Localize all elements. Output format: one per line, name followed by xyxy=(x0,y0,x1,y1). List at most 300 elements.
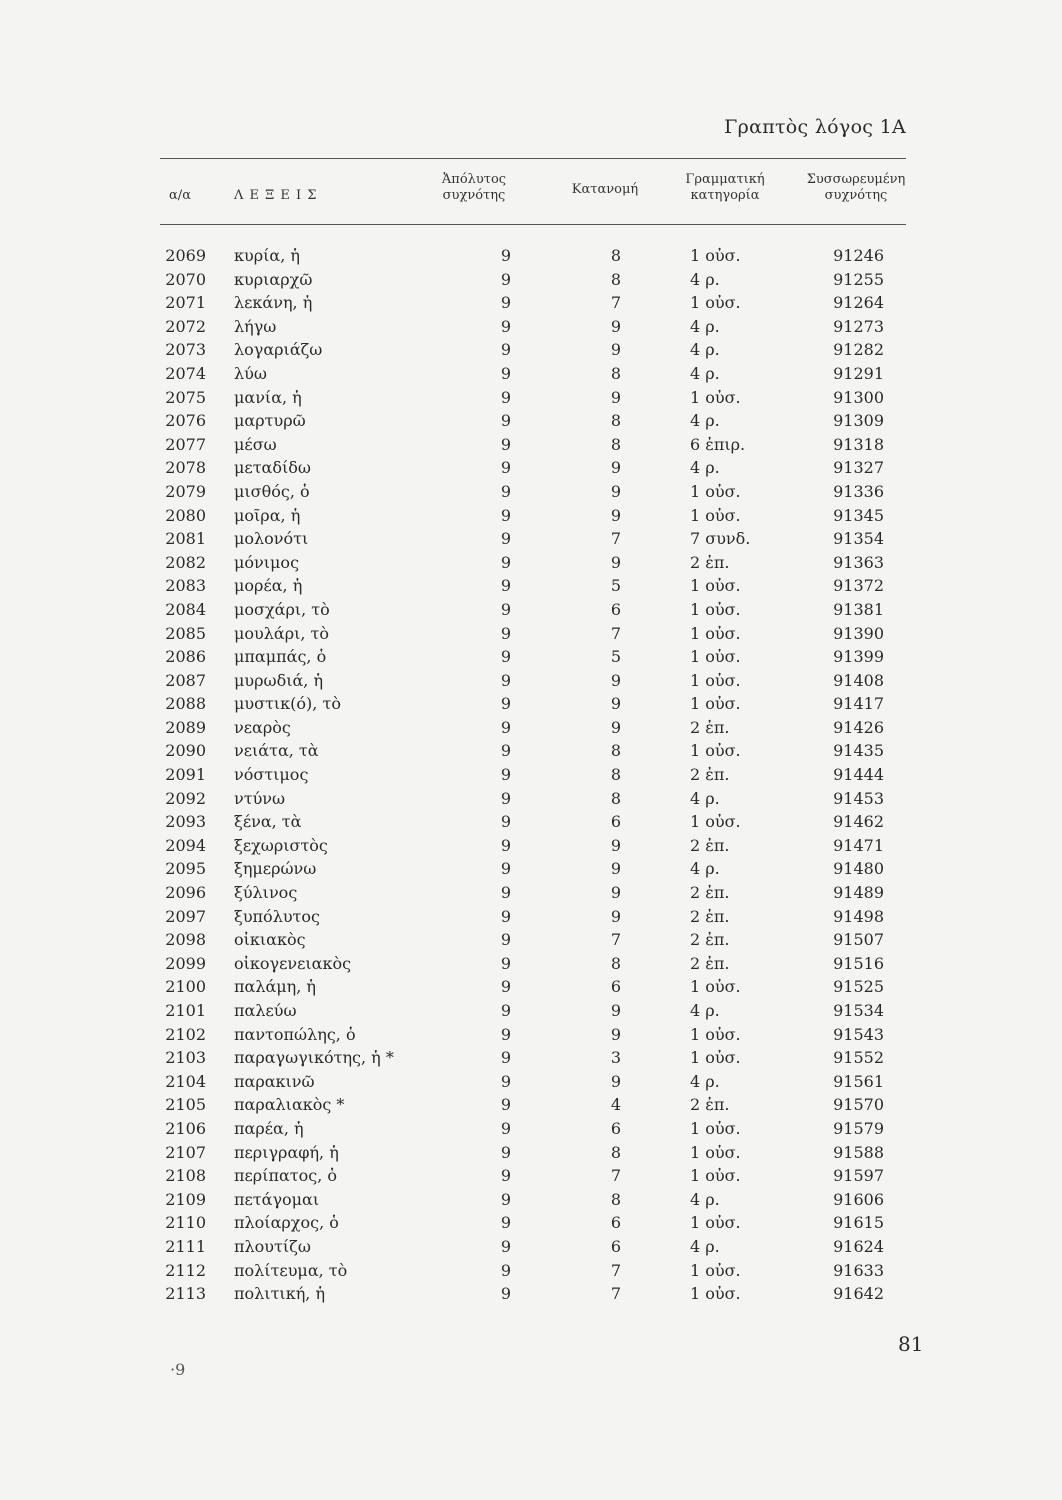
table-row xyxy=(0,692,1062,716)
row-distribution: 9 xyxy=(610,835,622,855)
row-abs-frequency: 9 xyxy=(500,387,512,407)
row-abs-frequency: 9 xyxy=(500,1024,512,1044)
row-distribution: 9 xyxy=(610,717,622,737)
row-word: πολίτευμα, τὸ xyxy=(234,1260,348,1280)
row-category: 6 ἐπιρ. xyxy=(690,434,746,454)
table-row xyxy=(0,598,1062,622)
row-cumulative: 91579 xyxy=(833,1118,884,1138)
row-abs-frequency: 9 xyxy=(500,647,512,667)
row-abs-frequency: 9 xyxy=(500,576,512,596)
row-word: παραγωγικότης, ἡ * xyxy=(234,1048,394,1068)
table-row xyxy=(0,669,1062,693)
row-category: 4 ρ. xyxy=(690,1236,720,1256)
row-abs-frequency: 9 xyxy=(500,434,512,454)
row-cumulative: 91489 xyxy=(833,883,884,903)
table-row xyxy=(0,1023,1062,1047)
row-index: 2104 xyxy=(165,1071,206,1091)
row-word: μυστικ(ό), τὸ xyxy=(234,694,341,714)
row-distribution: 6 xyxy=(610,599,622,619)
row-word: παλάμη, ἡ xyxy=(234,977,317,997)
table-row xyxy=(0,716,1062,740)
row-word: ξεχωριστὸς xyxy=(234,835,328,855)
row-category: 1 οὐσ. xyxy=(690,1284,741,1304)
row-distribution: 7 xyxy=(610,1166,622,1186)
row-abs-frequency: 9 xyxy=(500,930,512,950)
row-word: μπαμπάς, ὁ xyxy=(234,647,327,667)
row-category: 4 ρ. xyxy=(690,458,720,478)
row-cumulative: 91426 xyxy=(833,717,884,737)
row-category: 1 οὐσ. xyxy=(690,387,741,407)
table-row xyxy=(0,551,1062,575)
row-cumulative: 91516 xyxy=(833,953,884,973)
row-word: κυριαρχῶ xyxy=(234,269,313,289)
row-distribution: 7 xyxy=(610,930,622,950)
row-category: 2 ἐπ. xyxy=(690,552,730,572)
row-index: 2077 xyxy=(165,434,206,454)
row-index: 2102 xyxy=(165,1024,206,1044)
row-abs-frequency: 9 xyxy=(500,717,512,737)
row-category: 2 ἐπ. xyxy=(690,1095,730,1115)
row-distribution: 9 xyxy=(610,552,622,572)
row-distribution: 9 xyxy=(610,316,622,336)
table-row xyxy=(0,975,1062,999)
row-word: παρέα, ἡ xyxy=(234,1118,304,1138)
row-distribution: 9 xyxy=(610,906,622,926)
row-cumulative: 91597 xyxy=(833,1166,884,1186)
table-row xyxy=(0,433,1062,457)
row-word: μοῖρα, ἡ xyxy=(234,505,301,525)
table-row xyxy=(0,1070,1062,1094)
table-row xyxy=(0,881,1062,905)
row-category: 2 ἐπ. xyxy=(690,953,730,973)
row-word: νεαρὸς xyxy=(234,717,291,737)
row-abs-frequency: 9 xyxy=(500,411,512,431)
row-category: 1 οὐσ. xyxy=(690,623,741,643)
row-word: μορέα, ἡ xyxy=(234,576,303,596)
row-word: πλουτίζω xyxy=(234,1236,311,1256)
row-category: 4 ρ. xyxy=(690,1071,720,1091)
row-word: παρακινῶ xyxy=(234,1071,315,1091)
printer-signature: ·9 xyxy=(170,1360,186,1379)
column-header-category xyxy=(670,172,780,204)
row-distribution: 8 xyxy=(610,363,622,383)
table-row xyxy=(0,1141,1062,1165)
row-distribution: 9 xyxy=(610,1071,622,1091)
row-cumulative: 91615 xyxy=(833,1213,884,1233)
row-category: 1 οὐσ. xyxy=(690,1213,741,1233)
column-header-abs-frequency xyxy=(424,172,524,204)
row-abs-frequency: 9 xyxy=(500,623,512,643)
row-index: 2080 xyxy=(165,505,206,525)
row-abs-frequency: 9 xyxy=(500,977,512,997)
row-index: 2083 xyxy=(165,576,206,596)
row-word: μεταδίδω xyxy=(234,458,311,478)
row-abs-frequency: 9 xyxy=(500,1071,512,1091)
table-row xyxy=(0,409,1062,433)
row-abs-frequency: 9 xyxy=(500,1142,512,1162)
row-abs-frequency: 9 xyxy=(500,481,512,501)
table-row xyxy=(0,787,1062,811)
row-index: 2100 xyxy=(165,977,206,997)
row-category: 2 ἐπ. xyxy=(690,883,730,903)
row-index: 2093 xyxy=(165,812,206,832)
row-cumulative: 91444 xyxy=(833,765,884,785)
row-category: 4 ρ. xyxy=(690,316,720,336)
row-cumulative: 91246 xyxy=(833,246,884,265)
row-abs-frequency: 9 xyxy=(500,529,512,549)
row-distribution: 8 xyxy=(610,411,622,431)
row-abs-frequency: 9 xyxy=(500,883,512,903)
row-cumulative: 91345 xyxy=(833,505,884,525)
row-index: 2113 xyxy=(165,1284,206,1304)
row-distribution: 5 xyxy=(610,576,622,596)
row-cumulative: 91507 xyxy=(833,930,884,950)
row-cumulative: 91318 xyxy=(833,434,884,454)
column-header-index: α/α xyxy=(169,188,191,203)
row-cumulative: 91408 xyxy=(833,670,884,690)
row-distribution: 6 xyxy=(610,1118,622,1138)
table-row xyxy=(0,480,1062,504)
row-index: 2074 xyxy=(165,363,206,383)
page-header: Γραπτὸς λόγος 1Α xyxy=(724,116,906,138)
row-category: 1 οὐσ. xyxy=(690,1166,741,1186)
row-word: ξύλινος xyxy=(234,883,298,903)
row-cumulative: 91327 xyxy=(833,458,884,478)
row-index: 2082 xyxy=(165,552,206,572)
row-abs-frequency: 9 xyxy=(500,953,512,973)
row-category: 1 οὐσ. xyxy=(690,1048,741,1068)
table-row xyxy=(0,1164,1062,1188)
row-cumulative: 91588 xyxy=(833,1142,884,1162)
row-cumulative: 91534 xyxy=(833,1001,884,1020)
row-word: πολιτική, ἡ xyxy=(234,1284,326,1304)
row-word: παλεύω xyxy=(234,1001,297,1020)
row-cumulative: 91552 xyxy=(833,1048,884,1068)
row-word: λήγω xyxy=(234,316,277,336)
row-index: 2072 xyxy=(165,316,206,336)
row-abs-frequency: 9 xyxy=(500,458,512,478)
row-word: πετάγομαι xyxy=(234,1189,320,1209)
row-index: 2079 xyxy=(165,481,206,501)
table-row xyxy=(0,739,1062,763)
row-index: 2078 xyxy=(165,458,206,478)
row-abs-frequency: 9 xyxy=(500,316,512,336)
row-abs-frequency: 9 xyxy=(500,1260,512,1280)
row-word: λογαριάζω xyxy=(234,340,323,360)
row-distribution: 9 xyxy=(610,387,622,407)
row-index: 2071 xyxy=(165,293,206,313)
row-distribution: 9 xyxy=(610,458,622,478)
table-row xyxy=(0,928,1062,952)
row-cumulative: 91354 xyxy=(833,529,884,549)
table-row xyxy=(0,834,1062,858)
column-header-cumulative-line2: συχνότης xyxy=(824,188,888,203)
row-abs-frequency: 9 xyxy=(500,670,512,690)
row-category: 1 οὐσ. xyxy=(690,977,741,997)
row-word: πλοίαρχος, ὁ xyxy=(234,1213,339,1233)
row-cumulative: 91480 xyxy=(833,859,884,879)
table-row xyxy=(0,1282,1062,1306)
row-index: 2085 xyxy=(165,623,206,643)
row-word: μαρτυρῶ xyxy=(234,411,306,431)
page-number: 81 xyxy=(898,1332,924,1356)
table-row xyxy=(0,362,1062,386)
row-abs-frequency: 9 xyxy=(500,552,512,572)
row-category: 2 ἐπ. xyxy=(690,717,730,737)
row-abs-frequency: 9 xyxy=(500,1166,512,1186)
table-row xyxy=(0,1046,1062,1070)
row-cumulative: 91417 xyxy=(833,694,884,714)
row-index: 2073 xyxy=(165,340,206,360)
row-category: 1 οὐσ. xyxy=(690,599,741,619)
row-word: μολονότι xyxy=(234,529,309,549)
row-category: 4 ρ. xyxy=(690,1189,720,1209)
row-abs-frequency: 9 xyxy=(500,269,512,289)
row-cumulative: 91264 xyxy=(833,293,884,313)
row-index: 2099 xyxy=(165,953,206,973)
table-row xyxy=(0,810,1062,834)
row-word: νόστιμος xyxy=(234,765,309,785)
table-row xyxy=(0,386,1062,410)
row-category: 4 ρ. xyxy=(690,363,720,383)
row-category: 1 οὐσ. xyxy=(690,647,741,667)
row-category: 1 οὐσ. xyxy=(690,246,741,265)
table-row xyxy=(0,291,1062,315)
row-distribution: 8 xyxy=(610,953,622,973)
row-word: περιγραφή, ἡ xyxy=(234,1142,339,1162)
row-cumulative: 91570 xyxy=(833,1095,884,1115)
table-row xyxy=(0,857,1062,881)
row-category: 1 οὐσ. xyxy=(690,694,741,714)
row-distribution: 6 xyxy=(610,812,622,832)
row-abs-frequency: 9 xyxy=(500,1284,512,1304)
row-distribution: 9 xyxy=(610,1001,622,1020)
row-word: ξυπόλυτος xyxy=(234,906,320,926)
row-word: μουλάρι, τὸ xyxy=(234,623,330,643)
row-distribution: 7 xyxy=(610,529,622,549)
row-word: μοσχάρι, τὸ xyxy=(234,599,330,619)
row-distribution: 4 xyxy=(610,1095,622,1115)
row-index: 2091 xyxy=(165,765,206,785)
column-header-abs-frequency-line2: συχνότης xyxy=(442,188,506,203)
row-distribution: 8 xyxy=(610,788,622,808)
row-distribution: 9 xyxy=(610,340,622,360)
row-category: 1 οὐσ. xyxy=(690,1118,741,1138)
row-distribution: 8 xyxy=(610,765,622,785)
row-distribution: 9 xyxy=(610,883,622,903)
row-cumulative: 91633 xyxy=(833,1260,884,1280)
row-index: 2101 xyxy=(165,1001,206,1020)
row-distribution: 8 xyxy=(610,434,622,454)
column-header-category-line1: Γραμματική xyxy=(685,172,765,187)
row-abs-frequency: 9 xyxy=(500,788,512,808)
row-cumulative: 91372 xyxy=(833,576,884,596)
table-row xyxy=(0,315,1062,339)
row-word: μόνιμος xyxy=(234,552,300,572)
row-index: 2107 xyxy=(165,1142,206,1162)
row-category: 7 συνδ. xyxy=(690,529,751,549)
row-word: μέσω xyxy=(234,434,277,454)
row-category: 4 ρ. xyxy=(690,1001,720,1020)
row-abs-frequency: 9 xyxy=(500,741,512,761)
table-row xyxy=(0,645,1062,669)
table-row xyxy=(0,999,1062,1023)
column-header-cumulative-line1: Συσσωρευμένη xyxy=(806,172,906,187)
row-index: 2076 xyxy=(165,411,206,431)
row-cumulative: 91462 xyxy=(833,812,884,832)
row-distribution: 8 xyxy=(610,1142,622,1162)
row-distribution: 6 xyxy=(610,1236,622,1256)
row-category: 4 ρ. xyxy=(690,411,720,431)
row-index: 2105 xyxy=(165,1095,206,1115)
row-cumulative: 91606 xyxy=(833,1189,884,1209)
row-category: 2 ἐπ. xyxy=(690,906,730,926)
row-abs-frequency: 9 xyxy=(500,505,512,525)
row-cumulative: 91453 xyxy=(833,788,884,808)
row-index: 2088 xyxy=(165,694,206,714)
row-distribution: 8 xyxy=(610,741,622,761)
table-row xyxy=(0,338,1062,362)
row-category: 1 οὐσ. xyxy=(690,505,741,525)
row-word: μανία, ἡ xyxy=(234,387,302,407)
row-index: 2103 xyxy=(165,1048,206,1068)
row-abs-frequency: 9 xyxy=(500,906,512,926)
row-word: ξένα, τὰ xyxy=(234,812,302,832)
row-category: 4 ρ. xyxy=(690,269,720,289)
table-row xyxy=(0,1188,1062,1212)
row-cumulative: 91381 xyxy=(833,599,884,619)
row-index: 2106 xyxy=(165,1118,206,1138)
row-index: 2070 xyxy=(165,269,206,289)
row-word: παραλιακὸς * xyxy=(234,1095,345,1115)
row-word: οἰκιακὸς xyxy=(234,930,306,950)
row-distribution: 9 xyxy=(610,481,622,501)
row-category: 4 ρ. xyxy=(690,340,720,360)
row-index: 2094 xyxy=(165,835,206,855)
row-abs-frequency: 9 xyxy=(500,1001,512,1020)
row-category: 2 ἐπ. xyxy=(690,765,730,785)
row-cumulative: 91525 xyxy=(833,977,884,997)
row-cumulative: 91435 xyxy=(833,741,884,761)
row-word: μισθός, ὁ xyxy=(234,481,310,501)
row-cumulative: 91309 xyxy=(833,411,884,431)
row-abs-frequency: 9 xyxy=(500,1236,512,1256)
row-abs-frequency: 9 xyxy=(500,293,512,313)
table-row xyxy=(0,268,1062,292)
row-index: 2090 xyxy=(165,741,206,761)
row-index: 2089 xyxy=(165,717,206,737)
row-distribution: 9 xyxy=(610,1024,622,1044)
row-index: 2096 xyxy=(165,883,206,903)
row-abs-frequency: 9 xyxy=(500,765,512,785)
row-cumulative: 91399 xyxy=(833,647,884,667)
row-category: 1 οὐσ. xyxy=(690,741,741,761)
row-distribution: 6 xyxy=(610,1213,622,1233)
row-category: 4 ρ. xyxy=(690,859,720,879)
row-index: 2075 xyxy=(165,387,206,407)
row-distribution: 5 xyxy=(610,647,622,667)
table-row xyxy=(0,1259,1062,1283)
row-word: ντύνω xyxy=(234,788,286,808)
row-distribution: 9 xyxy=(610,670,622,690)
row-index: 2110 xyxy=(165,1213,206,1233)
row-category: 1 οὐσ. xyxy=(690,481,741,501)
row-category: 1 οὐσ. xyxy=(690,670,741,690)
row-word: περίπατος, ὁ xyxy=(234,1166,338,1186)
row-cumulative: 91624 xyxy=(833,1236,884,1256)
table-row xyxy=(0,1235,1062,1259)
row-index: 2087 xyxy=(165,670,206,690)
table-row xyxy=(0,1211,1062,1235)
row-cumulative: 91291 xyxy=(833,363,884,383)
row-distribution: 7 xyxy=(610,1284,622,1304)
row-cumulative: 91543 xyxy=(833,1024,884,1044)
row-cumulative: 91390 xyxy=(833,623,884,643)
row-word: λύω xyxy=(234,363,267,383)
row-index: 2111 xyxy=(165,1236,206,1256)
table-row xyxy=(0,244,1062,268)
header-rule-top xyxy=(160,158,906,159)
row-word: νειάτα, τὰ xyxy=(234,741,319,761)
row-abs-frequency: 9 xyxy=(500,363,512,383)
column-header-abs-frequency-line1: Ἀπόλυτος xyxy=(441,172,507,187)
row-cumulative: 91498 xyxy=(833,906,884,926)
row-category: 1 οὐσ. xyxy=(690,812,741,832)
row-distribution: 7 xyxy=(610,293,622,313)
table-row xyxy=(0,527,1062,551)
row-abs-frequency: 9 xyxy=(500,835,512,855)
row-word: ξημερώνω xyxy=(234,859,317,879)
table-row xyxy=(0,456,1062,480)
row-category: 2 ἐπ. xyxy=(690,930,730,950)
row-word: κυρία, ἡ xyxy=(234,246,300,265)
table-row xyxy=(0,952,1062,976)
row-category: 4 ρ. xyxy=(690,788,720,808)
row-abs-frequency: 9 xyxy=(500,599,512,619)
row-distribution: 6 xyxy=(610,977,622,997)
row-abs-frequency: 9 xyxy=(500,812,512,832)
row-index: 2108 xyxy=(165,1166,206,1186)
row-distribution: 7 xyxy=(610,1260,622,1280)
row-category: 1 οὐσ. xyxy=(690,1024,741,1044)
row-abs-frequency: 9 xyxy=(500,1213,512,1233)
row-abs-frequency: 9 xyxy=(500,1189,512,1209)
row-distribution: 3 xyxy=(610,1048,622,1068)
row-abs-frequency: 9 xyxy=(500,340,512,360)
row-category: 2 ἐπ. xyxy=(690,835,730,855)
header-rule-bottom xyxy=(160,224,906,225)
column-header-cumulative xyxy=(796,172,916,204)
row-cumulative: 91363 xyxy=(833,552,884,572)
row-cumulative: 91642 xyxy=(833,1284,884,1304)
row-word: παντοπώλης, ὁ xyxy=(234,1024,356,1044)
row-word: μυρωδιά, ἡ xyxy=(234,670,324,690)
row-word: οἰκογενειακὸς xyxy=(234,953,352,973)
table-row xyxy=(0,1093,1062,1117)
table-row xyxy=(0,574,1062,598)
row-category: 1 οὐσ. xyxy=(690,293,741,313)
row-index: 2092 xyxy=(165,788,206,808)
row-cumulative: 91300 xyxy=(833,387,884,407)
row-index: 2112 xyxy=(165,1260,206,1280)
row-distribution: 8 xyxy=(610,246,622,265)
row-abs-frequency: 9 xyxy=(500,1118,512,1138)
column-header-distribution: Κατανομή xyxy=(571,182,639,197)
row-index: 2095 xyxy=(165,859,206,879)
table-row xyxy=(0,504,1062,528)
row-distribution: 8 xyxy=(610,1189,622,1209)
row-abs-frequency: 9 xyxy=(500,246,512,265)
